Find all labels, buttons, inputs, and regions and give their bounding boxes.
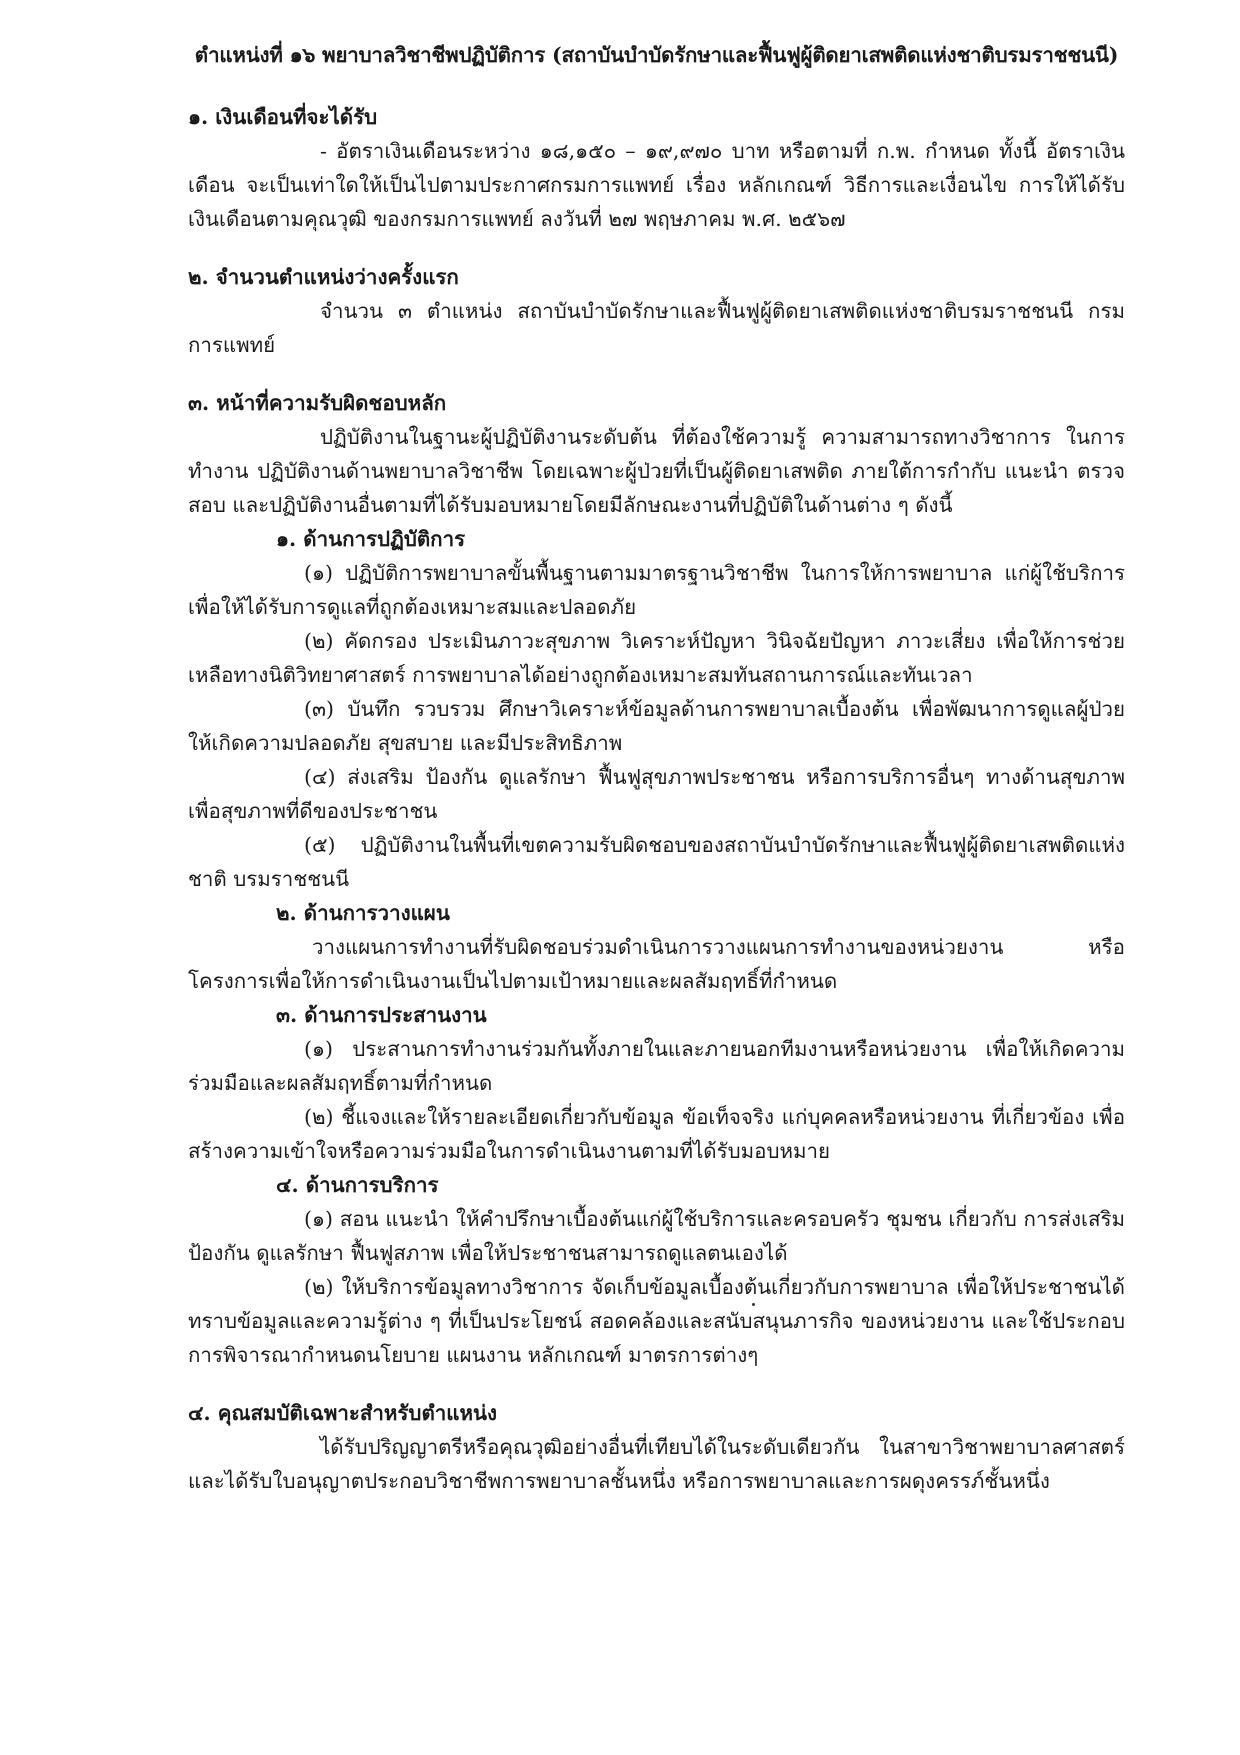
- section-heading-qualifications: ๔. คุณสมบัติเฉพาะสำหรับตำแหน่ง: [188, 1401, 498, 1425]
- section-heading-vacancies: ๒. จำนวนตำแหน่งว่างครั้งแรก: [188, 265, 459, 289]
- section-heading-salary: ๑. เงินเดือนที่จะได้รับ: [188, 105, 378, 129]
- operations-item: (๑) ปฏิบัติการพยาบาลขั้นพื้นฐานตามมาตรฐานวิชาชีพ ในการให้การพยาบาล แก่ผู้ใช้บริการเพื่อให้ได้รับการดูแลที่ถูกต้องเหมาะสมและปลอดภัย: [188, 561, 1125, 619]
- planning-item: วางแผนการทำงานที่รับผิดชอบร่วมดำเนินการวางแผนการทำงานของหน่วยงาน หรือโครงการเพื่อให้การดำเนินงานเป็นไปตามเป้าหมายและผลสัมฤทธิ์ที่กำหนด: [188, 935, 1125, 993]
- subsection-heading-operations: ๑. ด้านการปฏิบัติการ: [276, 527, 466, 551]
- operations-item: (๔) ส่งเสริม ป้องกัน ดูแลรักษา ฟื้นฟูสุขภาพประชาชน หรือการบริการอื่นๆ ทางด้านสุขภาพ เพื่อสุขภาพที่ดีของประชาชน: [188, 765, 1125, 823]
- subsection-heading-planning: ๒. ด้านการวางแผน: [276, 901, 450, 925]
- operations-item: (๒) คัดกรอง ประเมินภาวะสุขภาพ วิเคราะห์ปัญหา วินิจฉัยปัญหา ภาวะเสี่ยง เพื่อให้การช่วยเหลือทางนิติวิทยาศาสตร์ การพยาบาลได้อย่างถูกต้องเหมาะสมทันสถานการณ์และทันเวลา: [188, 629, 1125, 687]
- duties-intro: ปฏิบัติงานในฐานะผู้ปฏิบัติงานระดับต้น ที่ต้องใช้ความรู้ ความสามารถทางวิชาการ ในการทำงาน ปฏิบัติงานด้านพยาบาลวิชาชีพ โดยเฉพาะผู้ป่วยที่เป็นผู้ติดยาเสพติด ภายใต้การกำกับ แนะนำ ตรวจสอบ และปฏิบัติงานอื่นตามที่ได้รับมอบหมายโดยมีลักษณะงานที่ปฏิบัติในด้านต่าง ๆ ดังนี้: [188, 425, 1125, 517]
- operations-item: (๓) บันทึก รวบรวม ศึกษาวิเคราะห์ข้อมูลด้านการพยาบาลเบื้องต้น เพื่อพัฒนาการดูแลผู้ป่วย ให้เกิดความปลอดภัย สุขสบาย และมีประสิทธิภาพ: [188, 697, 1125, 755]
- subsection-heading-coordination: ๓. ด้านการประสานงาน: [276, 1003, 487, 1027]
- service-item: (๑) สอน แนะนำ ให้คำปรึกษาเบื้องต้นแก่ผู้ใช้บริการและครอบครัว ชุมชน เกี่ยวกับ การส่งเสริม ป้องกัน ดูแลรักษา ฟื้นฟูสภาพ เพื่อให้ประชาชนสามารถดูแลตนเองได้: [188, 1207, 1125, 1265]
- scan-speck: [752, 1303, 755, 1306]
- operations-item: (๕) ปฏิบัติงานในพื้นที่เขตความรับผิดชอบของสถาบันบำบัดรักษาและฟื้นฟูผู้ติดยาเสพติดแห่งชาติ บรมราชชนนี: [188, 833, 1125, 891]
- coordination-item: (๒) ชี้แจงและให้รายละเอียดเกี่ยวกับข้อมูล ข้อเท็จจริง แก่บุคคลหรือหน่วยงาน ที่เกี่ยวข้อง เพื่อสร้างความเข้าใจหรือความร่วมมือในการดำเนินงานตามที่ได้รับมอบหมาย: [188, 1105, 1125, 1163]
- page-title: ตำแหน่งที่ ๑๖ พยาบาลวิชาชีพปฏิบัติการ (สถาบันบำบัดรักษาและฟื้นฟูผู้ติดยาเสพติดแห่งชาติบรมราชชนนี): [194, 43, 1119, 67]
- section-heading-duties: ๓. หน้าที่ความรับผิดชอบหลัก: [188, 391, 447, 415]
- qualifications-paragraph: ได้รับปริญญาตรีหรือคุณวุฒิอย่างอื่นที่เทียบได้ในระดับเดียวกัน ในสาขาวิชาพยาบาลศาสตร์ และได้รับใบอนุญาตประกอบวิชาชีพการพยาบาลชั้นหนึ่ง หรือการพยาบาลและการผดุงครรภ์ชั้นหนึ่ง: [188, 1435, 1125, 1493]
- salary-paragraph: - อัตราเงินเดือนระหว่าง ๑๘,๑๕๐ – ๑๙,๙๗๐ บาท หรือตามที่ ก.พ. กำหนด ทั้งนี้ อัตราเงินเดือน จะเป็นเท่าใดให้เป็นไปตามประกาศกรมการแพทย์ เรื่อง หลักเกณฑ์ วิธีการและเงื่อนไข การให้ได้รับเงินเดือนตามคุณวุฒิ ของกรมการแพทย์ ลงวันที่ ๒๗ พฤษภาคม พ.ศ. ๒๕๖๗: [188, 139, 1125, 231]
- vacancies-paragraph: จำนวน ๓ ตำแหน่ง สถาบันบำบัดรักษาและฟื้นฟูผู้ติดยาเสพติดแห่งชาติบรมราชชนนี กรมการแพทย์: [188, 299, 1125, 357]
- coordination-item: (๑) ประสานการทำงานร่วมกันทั้งภายในและภายนอกทีมงานหรือหน่วยงาน เพื่อให้เกิดความร่วมมือและผลสัมฤทธิ์ตามที่กำหนด: [188, 1037, 1125, 1095]
- service-item: (๒) ให้บริการข้อมูลทางวิชาการ จัดเก็บข้อมูลเบื้องต้นเกี่ยวกับการพยาบาล เพื่อให้ประชาชนได้ทราบข้อมูลและความรู้ต่าง ๆ ที่เป็นประโยชน์ สอดคล้องและสนับสนุนภารกิจ ของหน่วยงาน และใช้ประกอบการพิจารณากำหนดนโยบาย แผนงาน หลักเกณฑ์ มาตรการต่างๆ: [188, 1275, 1125, 1367]
- subsection-heading-service: ๔. ด้านการบริการ: [276, 1173, 439, 1197]
